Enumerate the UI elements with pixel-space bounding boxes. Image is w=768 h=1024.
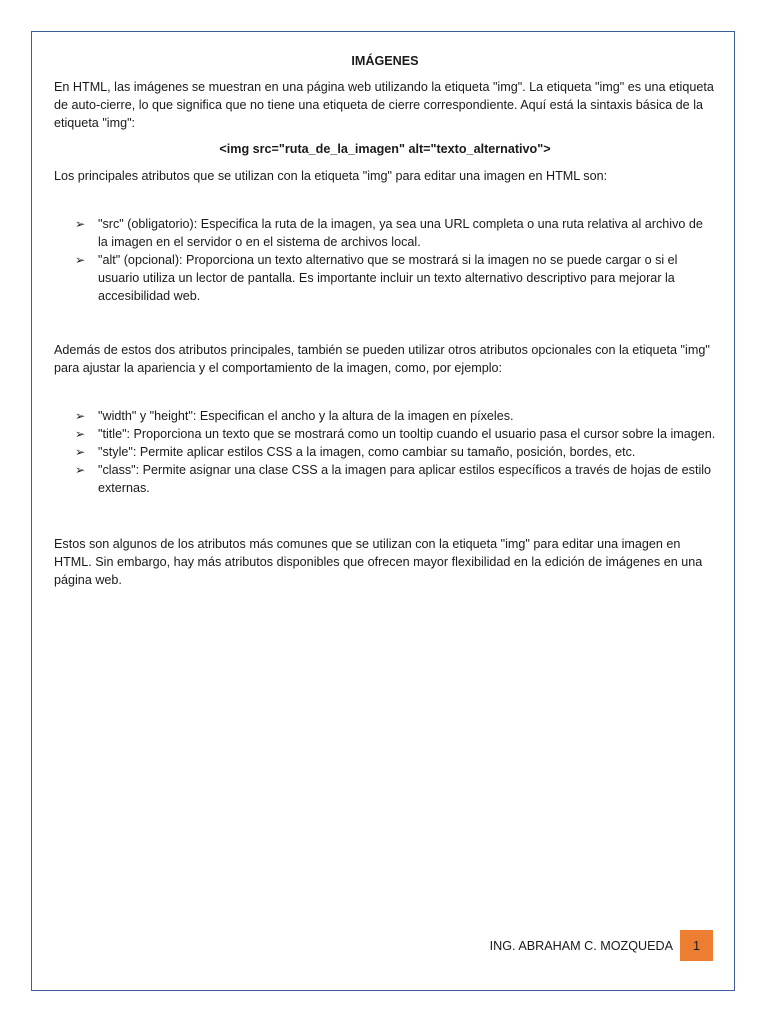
- list-item: ➢ "src" (obligatorio): Especifica la ruta de la imagen, ya sea una URL completa o una ruta relativa al archivo de la imagen en el servidor o en el sistema de archivos local.: [75, 217, 703, 249]
- list-item: ➢ "width" y "height": Especifican el ancho y la altura de la imagen en píxeles.: [75, 409, 514, 423]
- intro-paragraph: En HTML, las imágenes se muestran en una página web utilizando la etiqueta "img". La etiqueta "img" es una etiqueta de auto-cierre, lo que significa que no tiene una etiqueta de cierre correspondiente. Aquí está la sintaxis básica de la etiqueta "img":: [54, 80, 714, 130]
- arrow-bullet-icon: ➢: [75, 445, 86, 459]
- footer-author: ING. ABRAHAM C. MOZQUEDA: [489, 938, 673, 953]
- arrow-bullet-icon: ➢: [75, 409, 86, 423]
- main-attributes-list: [54, 215, 716, 305]
- page-footer: [0, 930, 713, 961]
- optional-intro-paragraph: Además de estos dos atributos principales, también se pueden utilizar otros atributos opcionales con la etiqueta "img" para ajustar la apariencia y el comportamiento de la imagen, como, por ejemplo:: [54, 343, 710, 375]
- list-item: ➢ "style": Permite aplicar estilos CSS a la imagen, como cambiar su tamaño, posición, bordes, etc.: [75, 445, 636, 459]
- arrow-bullet-icon: ➢: [75, 217, 86, 231]
- list-item: ➢ "class": Permite asignar una clase CSS a la imagen para aplicar estilos específicos a través de hojas de estilo externas.: [75, 463, 712, 495]
- document-title: IMÁGENES: [351, 54, 419, 68]
- arrow-bullet-icon: ➢: [75, 463, 86, 477]
- optional-attributes-list: [54, 407, 716, 497]
- list-item: ➢ "alt" (opcional): Proporciona un texto alternativo que se mostrará si la imagen no se puede cargar o si el usuario utiliza un lector de pantalla. Es importante incluir un texto alternativo descriptivo para mejorar la accesibilidad web.: [75, 253, 678, 303]
- conclusion-paragraph: Estos son algunos de los atributos más comunes que se utilizan con la etiqueta "img" para editar una imagen en HTML. Sin embargo, hay más atributos disponibles que ofrecen mayor flexibilidad en la edición de imágenes en una página web.: [54, 537, 703, 587]
- arrow-bullet-icon: ➢: [75, 253, 86, 267]
- arrow-bullet-icon: ➢: [75, 427, 86, 441]
- document-body: [54, 52, 716, 589]
- attributes-intro-paragraph: Los principales atributos que se utilizan con la etiqueta "img" para editar una imagen en HTML son:: [54, 169, 608, 183]
- img-syntax: <img src="ruta_de_la_imagen" alt="texto_alternativo">: [219, 142, 551, 156]
- list-item: ➢ "title": Proporciona un texto que se mostrará como un tooltip cuando el usuario pasa el cursor sobre la imagen.: [75, 427, 716, 441]
- page-number-badge: 1: [680, 930, 713, 961]
